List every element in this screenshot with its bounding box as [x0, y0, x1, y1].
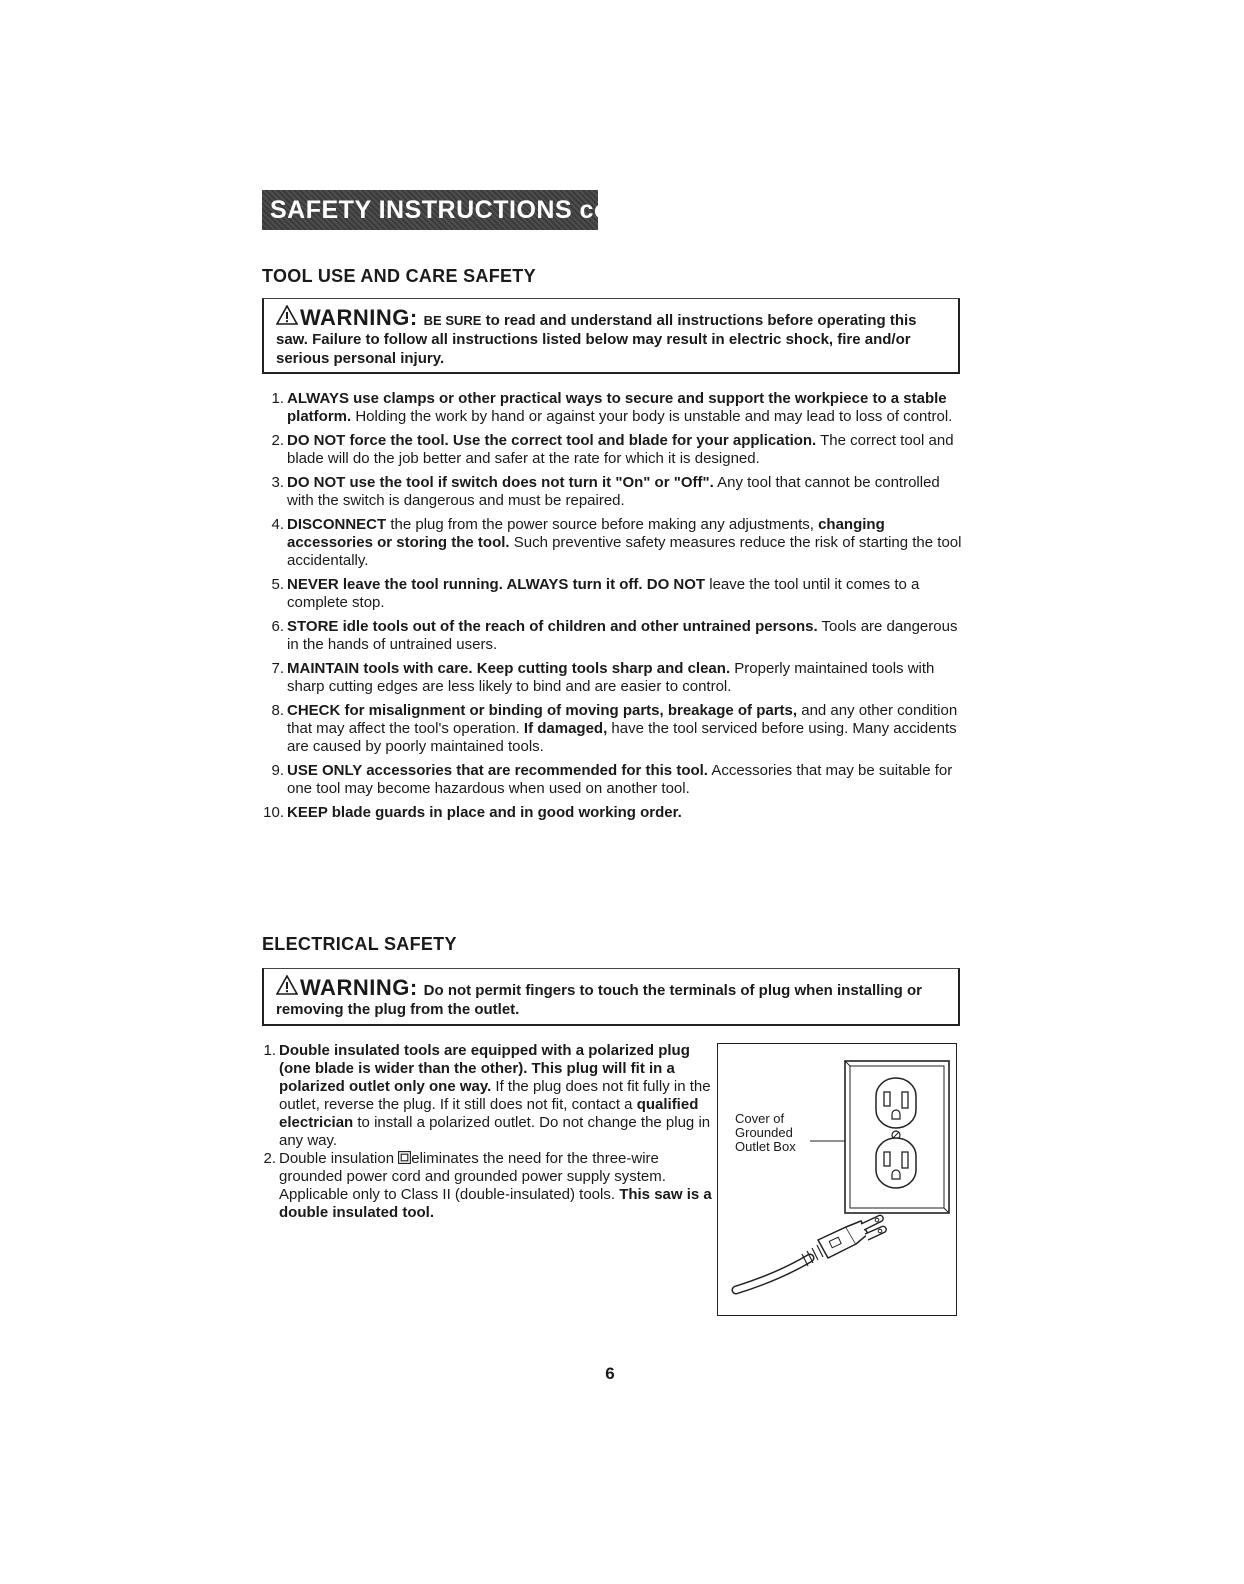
polarized-plug-icon — [736, 1215, 886, 1290]
list-item: 1. ALWAYS use clamps or other practical ways to secure and support the workpiece to a stable platform. Holding the work by hand or against your body is unstable and may lead to loss of control. — [271, 390, 953, 425]
warning-lead: BE SURE — [423, 313, 482, 328]
list-item: 10. KEEP blade guards in place and in good working order. — [263, 804, 682, 821]
warning-triangle-icon — [276, 975, 298, 995]
section-banner: SAFETY INSTRUCTIONS cont. — [262, 190, 598, 230]
electrical-safety-heading: ELECTRICAL SAFETY — [262, 934, 457, 954]
warning-text: Do not permit fingers to touch the terminals of plug when installing or removing the plug from the outlet. — [276, 982, 922, 1018]
list-item: 5. NEVER leave the tool running. ALWAYS turn it off. DO NOT leave the tool until it comes to a complete stop. — [271, 576, 920, 611]
list-item: 3. DO NOT use the tool if switch does not turn it "On" or "Off". Any tool that cannot be controlled with the switch is dangerous and must be repaired. — [271, 474, 940, 509]
electrical-warning-box — [262, 968, 960, 1026]
warning-text: to read and understand all instructions before operating this saw. Failure to follow all instructions listed below may result in electric shock, fire and/or serious personal injury. — [276, 312, 917, 367]
warning-label: WARNING: — [300, 305, 418, 330]
figure-label: Cover of Grounded Outlet Box — [735, 1111, 796, 1154]
list-item: 7. MAINTAIN tools with care. Keep cutting tools sharp and clean. Properly maintained tools with sharp cutting edges are less likely to bind and are easier to control. — [271, 660, 935, 695]
list-item: 1. Double insulated tools are equipped with a polarized plug (one blade is wider than the other). This plug will fit in a polarized outlet only one way. If the plug does not fit fully in the outlet, reverse the plug. If it still does not fit, contact a qualified electrician to install a polarized outlet. Do not change the plug in any way. — [263, 1042, 711, 1149]
list-item: 2. Double insulation eliminates the need for the three-wire grounded power cord and grounded power supply system. Applicable only to Class II (double-insulated) tools. This saw is a double insulated tool. — [263, 1150, 712, 1221]
outlet-illustration — [718, 1044, 955, 1314]
tool-safety-list — [260, 390, 966, 828]
tool-warning-box — [262, 298, 960, 374]
list-item: 8. CHECK for misalignment or binding of moving parts, breakage of parts, and any other condition that may affect the tool's operation. If damaged, have the tool serviced before using. Many accidents are caused by poorly maintained tools. — [271, 702, 958, 755]
outlet-cover-icon — [845, 1061, 949, 1213]
list-item: 2. DO NOT force the tool. Use the correct tool and blade for your application. The correct tool and blade will do the job better and safer at the rate for which it is designed. — [271, 432, 954, 467]
list-item: 9. USE ONLY accessories that are recommended for this tool. Accessories that may be suitable for one tool may become hazardous when used on another tool. — [271, 762, 953, 797]
warning-label: WARNING: — [300, 975, 418, 1000]
tool-safety-heading: TOOL USE AND CARE SAFETY — [262, 266, 536, 286]
list-item: 6. STORE idle tools out of the reach of children and other untrained persons. Tools are dangerous in the hands of untrained users. — [271, 618, 958, 653]
page-number: 6 — [605, 1364, 615, 1383]
electrical-safety-list — [260, 1042, 712, 1222]
outlet-figure — [717, 1043, 957, 1316]
list-item: 4. DISCONNECT the plug from the power source before making any adjustments, changing accessories or storing the tool. Such preventive safety measures reduce the risk of starting the tool accidentally. — [271, 516, 962, 569]
warning-triangle-icon — [276, 305, 298, 325]
double-insulation-square-icon — [398, 1151, 411, 1164]
